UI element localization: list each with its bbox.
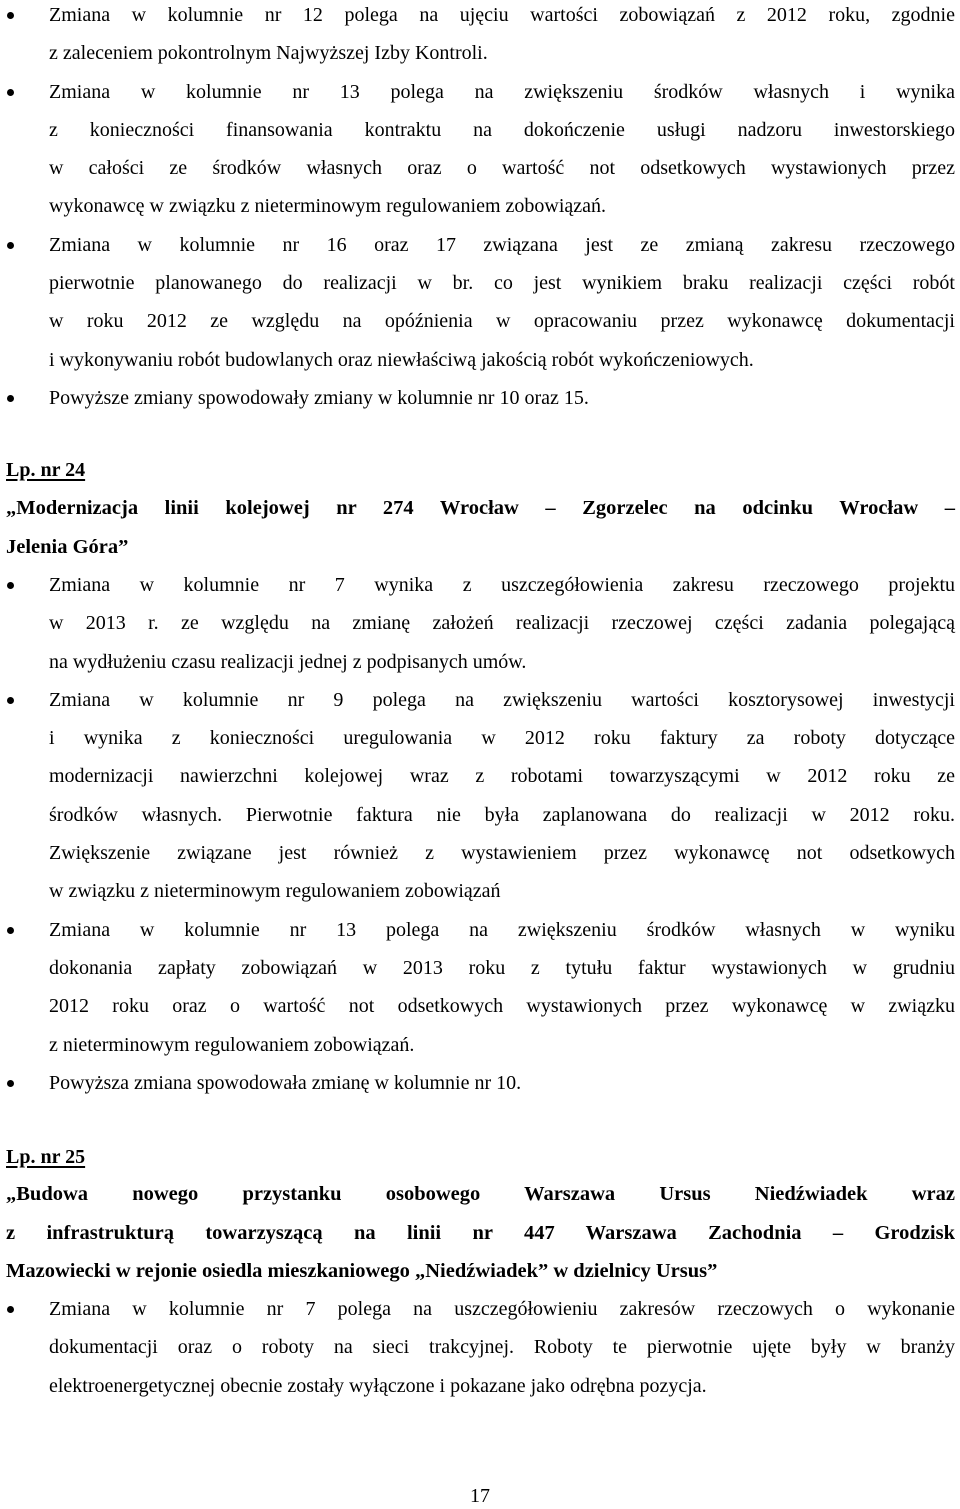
bullet-text-line: na wydłużeniu czasu realizacji jednej z podpisanych umów. [49,650,527,673]
lp-24-label: Lp. nr 24 [6,459,86,481]
lp-24-bullet-list [0,566,955,1102]
bullet-text-line: Zmiana w kolumnie nr 9 polega na zwiększeniu wartości kosztorysowej inwestycji [49,688,955,711]
bullet-dot-icon [7,582,14,589]
bullet-text-line: Zmiana w kolumnie nr 7 wynika z uszczegółowienia zakresu rzeczowego projektu [49,574,955,596]
bullet-item [0,226,955,379]
bullet-item [0,566,955,681]
bullet-dot-icon [7,927,14,934]
bullet-item [0,73,955,226]
lp-25-label: Lp. nr 25 [6,1146,86,1168]
bullet-dot-icon [7,89,14,96]
lp-25-title [6,1175,955,1291]
bullet-text-line: Zmiana w kolumnie nr 13 polega na zwiększeniu środków własnych i wynika [49,80,955,103]
bullet-text-line: pierwotnie planowanego do realizacji w br. co jest wynikiem braku realizacji części robót [49,272,955,295]
bullet-text-line: Zmiana w kolumnie nr 16 oraz 17 związana jest ze zmianą zakresu rzeczowego [49,233,955,256]
bullet-text-line: z konieczności finansowania kontraktu na dokończenie usługi nadzoru inwestorskiego [49,118,955,141]
bullet-text-line: z zaleceniem pokontrolnym Najwyższej Izby Kontroli. [49,42,488,65]
bullet-text-line: Powyższe zmiany spowodowały zmiany w kolumnie nr 10 oraz 15. [49,386,589,409]
section-title-line: Mazowiecki w rejonie osiedla mieszkaniowego „Niedźwiadek” w dzielnicy Ursus” [6,1260,718,1282]
bullet-text-line: Zmiana w kolumnie nr 13 polega na zwiększeniu środków własnych w wyniku [49,918,955,941]
bullet-text-line: z nieterminowym regulowaniem zobowiązań. [49,1033,415,1056]
section-title-line: „Budowa nowego przystanku osobowego Warszawa Ursus Niedźwiadek wraz [6,1183,955,1205]
bullet-text-line: i wynika z konieczności uregulowania w 2012 roku faktury za roboty dotyczące [49,727,955,750]
bullet-dot-icon [7,1306,14,1313]
bullet-text-line: w roku 2012 ze względu na opóźnienia w opracowaniu przez wykonawcę dokumentacji [49,310,955,333]
lp-25-bullet-list [0,1290,955,1405]
bullet-dot-icon [7,395,14,402]
bullet-text-line: dokumentacji oraz o roboty na sieci trakcyjnej. Roboty te pierwotnie ujęte były w branży [49,1336,955,1359]
bullet-text-line: modernizacji nawierzchni kolejowej wraz z robotami towarzyszącymi w 2012 roku ze [49,765,955,788]
bullet-dot-icon [7,1080,14,1087]
bullet-item [0,1290,955,1405]
section-title-line: Jelenia Góra” [6,535,129,558]
section-title-line: „Modernizacja linii kolejowej nr 274 Wrocław – Zgorzelec na odcinku Wrocław – [6,497,955,519]
bullet-dot-icon [7,697,14,704]
bullet-item [0,379,955,417]
bullet-dot-icon [7,12,14,19]
bullet-item [0,681,955,911]
bullet-text-line: elektroenergetycznej obecnie zostały wyłączone i pokazane jako odrębna pozycja. [49,1374,707,1397]
bullet-text-line: Zmiana w kolumnie nr 12 polega na ujęciu wartości zobowiązań z 2012 roku, zgodnie [49,4,955,26]
bullet-text-line: środków własnych. Pierwotnie faktura nie była zaplanowana do realizacji w 2012 roku. [49,803,955,826]
section-title-line: z infrastrukturą towarzyszącą na linii nr 447 Warszawa Zachodnia – Grodzisk [6,1221,955,1244]
bullet-text-line: 2012 roku oraz o wartość not odsetkowych wystawionych przez wykonawcę w związku [49,995,955,1018]
previous-section-bullet-list [0,0,955,417]
bullet-item [0,0,955,73]
bullet-text-line: Zwiększenie związane jest również z wystawieniem przez wykonawcę not odsetkowych [49,842,955,865]
bullet-text-line: Powyższa zmiana spowodowała zmianę w kolumnie nr 10. [49,1071,522,1094]
lp-24-title [6,489,955,566]
bullet-text-line: w związku z nieterminowym regulowaniem zobowiązań [49,880,501,903]
bullet-text-line: w całości ze środków własnych oraz o wartość not odsetkowych wystawionych przez [49,157,955,180]
bullet-text-line: wykonawcę w związku z nieterminowym regulowaniem zobowiązań. [49,195,607,218]
bullet-text-line: Zmiana w kolumnie nr 7 polega na uszczegółowieniu zakresów rzeczowych o wykonanie [49,1298,955,1320]
bullet-text-line: w 2013 r. ze względu na zmianę założeń realizacji rzeczowej części zadania polegającą [49,612,955,635]
bullet-text-line: dokonania zapłaty zobowiązań w 2013 roku z tytułu faktur wystawionych w grudniu [49,956,955,979]
page-number: 17 [470,1485,490,1507]
bullet-dot-icon [7,242,14,249]
bullet-text-line: i wykonywaniu robót budowlanych oraz niewłaściwą jakością robót wykończeniowych. [49,348,754,371]
bullet-item [0,911,955,1064]
bullet-item [0,1064,955,1102]
